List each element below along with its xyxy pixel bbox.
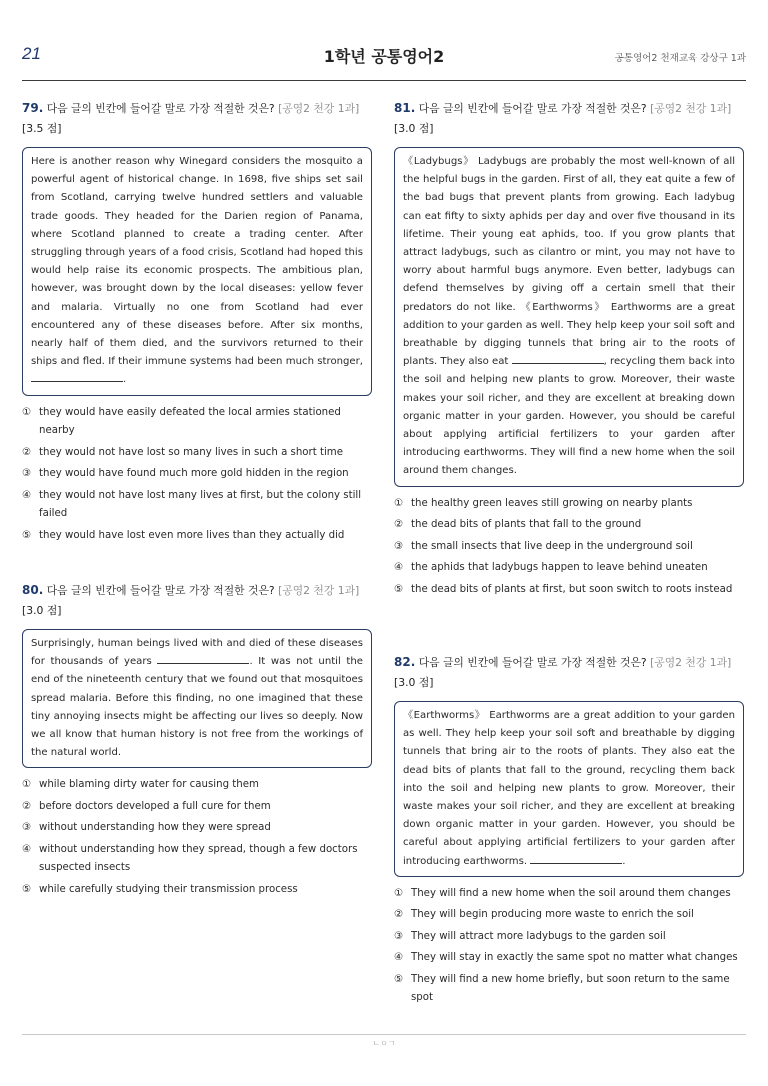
passage-text-before: 《Ladybugs》 Ladybugs are probably the most well-known of all the helpful bugs in the garden. First of all, they eat quite a few of the bad bugs that prevent plants from growing. Each ladybug can eat fifty to sixty aphids per day and over five thousand in its lifetime. Their young eat aphids, too. If you grow plants that attract ladybugs, such as cilantro or mint, you may not have to worry about harmful bugs anymore. Even better, ladybugs can defend themselves by giving off a certain smell that their predators do not like. 《Earthworms》 Earthworms are a great addition to your garden as well. They help keep your soil soft and breathable by digging tunnels that bring air to the roots of plants. They also eat [403, 156, 735, 368]
choice-text: they would have found much more gold hidden in the region [39, 468, 349, 480]
choice-number: ① [22, 406, 32, 418]
choice-1[interactable] [22, 776, 372, 795]
answer-blank [512, 353, 604, 364]
choice-text: before doctors developed a full cure for them [39, 800, 271, 812]
question-header [22, 580, 372, 621]
question-points: [3.0 점] [394, 676, 434, 689]
page-title: 1학년 공통영어2 [323, 47, 445, 66]
choice-text: They will find a new home when the soil around them changes [411, 887, 731, 899]
choice-number: ⑤ [394, 583, 404, 595]
choice-text: the healthy green leaves still growing on nearby plants [411, 497, 693, 509]
question-number: 80. [22, 583, 44, 597]
choice-text: the aphids that ladybugs happen to leave behind uneaten [411, 562, 708, 574]
page-subtitle: 공통영어2 천재교육 강상구 1과 [614, 53, 746, 64]
choice-text: they would not have lost so many lives in such a short time [39, 446, 343, 458]
choice-text: they would have lost even more lives than they actually did [39, 529, 345, 541]
choice-5[interactable] [394, 581, 744, 600]
choice-list [394, 495, 744, 600]
choice-4[interactable] [394, 949, 744, 968]
question-source: [공영2 천강 1과] [650, 656, 732, 669]
choice-4[interactable] [22, 487, 372, 524]
page-header [22, 38, 746, 76]
choice-number: ④ [22, 489, 32, 501]
choice-number: ① [394, 497, 404, 509]
choice-text: the dead bits of plants at first, but soon switch to roots instead [411, 583, 733, 595]
choice-5[interactable] [22, 881, 372, 900]
choice-number: ④ [394, 952, 404, 964]
question-source: [공영2 천강 1과] [650, 102, 732, 115]
choice-3[interactable] [394, 538, 744, 557]
page-number: 21 [22, 44, 41, 63]
passage-text-before: Here is another reason why Winegard considers the mosquito a powerful agent of historical change. In 1698, five ships set sail from Scotland, carrying twelve hundred settlers and valuable trade goods. They headed for the Darien region of Panama, where Scotland planned to create a trading center. After struggling through years of a food crisis, Scotland had hoped this would help raise its economic prospects. The ambitious plan, however, was brought down by the local diseases: yellow fever and malaria. Virtually no one from Scotland had ever encountered any of these diseases before. After six months, nearly half of them died, and the survivors returned to their ships and fled. If their immune systems had been much stronger, [31, 156, 363, 368]
question-80 [22, 580, 372, 902]
choice-text: They will begin producing more waste to enrich the soil [411, 909, 694, 921]
question-79 [22, 98, 372, 548]
choice-1[interactable] [394, 495, 744, 514]
choice-5[interactable] [22, 527, 372, 546]
choice-number: ④ [394, 562, 404, 574]
choice-number: ⑤ [22, 529, 32, 541]
choice-number: ② [394, 519, 404, 531]
choice-text: without understanding how they spread, though a few doctors suspected insects [39, 843, 358, 874]
question-points: [3.5 점] [22, 122, 62, 135]
header-divider [22, 80, 746, 81]
choice-number: ③ [22, 468, 32, 480]
choice-2[interactable] [22, 444, 372, 463]
passage-box [22, 629, 372, 768]
choice-1[interactable] [22, 404, 372, 441]
passage-text-after: . It was not until the end of the nineteenth century that we found out that mosquitoes spread malaria. Before this finding, no one imagined that these tiny annoying insects might be affecting our lives so deeply. Now we all know that human history is not free from the workings of the natural world. [31, 656, 363, 759]
answer-blank [530, 853, 622, 864]
choice-number: ① [394, 887, 404, 899]
choice-number: ⑤ [22, 883, 32, 895]
choice-number: ① [22, 779, 32, 791]
question-points: [3.0 점] [394, 122, 434, 135]
choice-2[interactable] [22, 798, 372, 817]
choice-2[interactable] [394, 906, 744, 925]
question-number: 79. [22, 101, 44, 115]
choice-4[interactable] [394, 559, 744, 578]
question-source: [공영2 천강 1과] [278, 102, 360, 115]
question-source: [공영2 천강 1과] [278, 584, 360, 597]
choice-number: ② [22, 800, 32, 812]
passage-text-before: Surprisingly, human beings lived with and died of these diseases for thousands of years [31, 638, 363, 668]
choice-4[interactable] [22, 841, 372, 878]
choice-number: ④ [22, 843, 32, 855]
question-prompt: 다음 글의 빈칸에 들어갈 말로 가장 적절한 것은? [418, 656, 647, 669]
question-82 [394, 652, 744, 1011]
passage-box [22, 147, 372, 396]
passage-text-after: . [123, 374, 127, 386]
answer-blank [157, 653, 249, 664]
choice-text: They will find a new home briefly, but soon return to the same spot [411, 973, 730, 1004]
choice-number: ③ [22, 822, 32, 834]
choice-text: they would not have lost many lives at first, but the colony still failed [39, 489, 362, 520]
choice-text: They will stay in exactly the same spot no matter what changes [411, 952, 738, 964]
answer-blank [31, 371, 123, 382]
choice-number: ② [394, 909, 404, 921]
question-prompt: 다음 글의 빈칸에 들어갈 말로 가장 적절한 것은? [418, 102, 647, 115]
page-footer: ㄴㅇㄱ [372, 1039, 396, 1048]
choice-2[interactable] [394, 516, 744, 535]
passage-box [394, 701, 744, 877]
choice-number: ⑤ [394, 973, 404, 985]
passage-box [394, 147, 744, 487]
choice-3[interactable] [22, 819, 372, 838]
choice-number: ③ [394, 540, 404, 552]
choice-list [22, 776, 372, 899]
choice-list [394, 885, 744, 1008]
question-prompt: 다음 글의 빈칸에 들어갈 말로 가장 적절한 것은? [46, 102, 275, 115]
choice-text: the dead bits of plants that fall to the ground [411, 519, 642, 531]
footer-divider [22, 1034, 746, 1035]
choice-text: they would have easily defeated the local armies stationed nearby [39, 406, 341, 437]
question-header [394, 98, 744, 139]
question-81 [394, 98, 744, 602]
choice-number: ② [22, 446, 32, 458]
choice-5[interactable] [394, 971, 744, 1008]
choice-list [22, 404, 372, 546]
choice-3[interactable] [394, 928, 744, 947]
passage-text-before: 《Earthworms》 Earthworms are a great addition to your garden as well. They help keep your soil soft and breathable by digging tunnels that bring air to the roots of plants. They also eat the dead bits of plants that fall to the ground, recycling them back into the soil and helping new plants to grow. Moreover, their waste makes your soil richer, and they are excellent at breaking down organic matter in your garden. However, you should be careful about applying artificial fertilizers to your garden after introducing earthworms. [403, 710, 735, 867]
choice-3[interactable] [22, 465, 372, 484]
choice-1[interactable] [394, 885, 744, 904]
choice-text: the small insects that live deep in the underground soil [411, 540, 693, 552]
choice-text: while carefully studying their transmission process [39, 883, 298, 895]
question-points: [3.0 점] [22, 604, 62, 617]
question-header [394, 652, 744, 693]
choice-text: They will attract more ladybugs to the garden soil [411, 930, 666, 942]
question-header [22, 98, 372, 139]
question-number: 81. [394, 101, 416, 115]
choice-text: without understanding how they were spread [39, 822, 271, 834]
passage-text-after: . [622, 855, 626, 867]
passage-text-after: , recycling them back into the soil and helping new plants to grow. Moreover, their waste makes your soil richer, and they are excellent at breaking down organic matter in your garden. However, you should be careful about applying artificial fertilizers to your garden after introducing earthworms. They will find a new home when the soil around them changes. [403, 356, 735, 477]
question-prompt: 다음 글의 빈칸에 들어갈 말로 가장 적절한 것은? [46, 584, 275, 597]
question-number: 82. [394, 655, 416, 669]
choice-number: ③ [394, 930, 404, 942]
choice-text: while blaming dirty water for causing them [39, 779, 259, 791]
